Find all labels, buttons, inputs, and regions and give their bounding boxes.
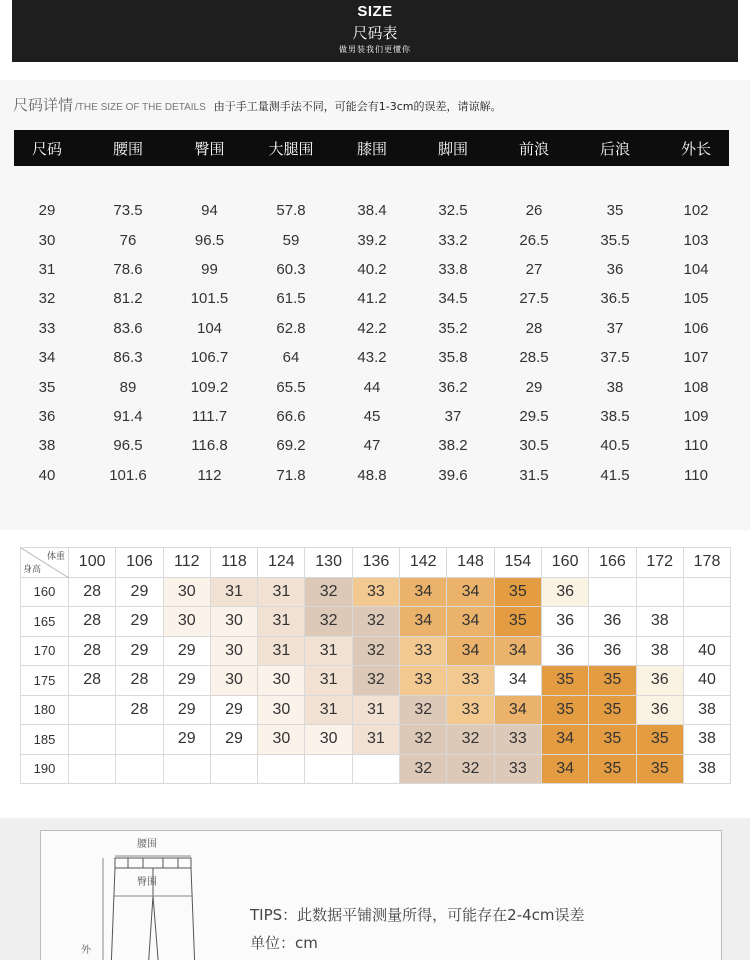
table-cell: 38.2 (438, 437, 468, 455)
table-cell: 102 (683, 202, 709, 220)
size-cell: 28 (69, 577, 116, 607)
size-cell: 35 (589, 666, 636, 696)
pants-diagram-icon (93, 836, 213, 960)
size-cell: 33 (447, 695, 494, 725)
table-cell: 60.3 (276, 260, 306, 278)
table-cell: 65.5 (276, 378, 306, 396)
table-cell: 81.2 (113, 290, 143, 308)
size-cell (305, 754, 352, 784)
size-cell (163, 754, 210, 784)
table-cell: 101.5 (190, 290, 229, 308)
table-cell: 78.6 (113, 260, 143, 278)
size-cell: 32 (352, 636, 399, 666)
header-title-cn: 尺码表 (352, 24, 398, 42)
table-cell: 111.7 (191, 407, 228, 425)
section-title (13, 94, 502, 115)
size-cell (258, 754, 305, 784)
column-header: 腰围 (112, 139, 143, 158)
recommendation-grid (20, 547, 731, 784)
table-cell: 27.5 (519, 290, 549, 308)
weight-header: 166 (589, 548, 636, 578)
table-cell: 69.2 (276, 437, 306, 455)
label-outer: 外 (81, 945, 91, 956)
section-title-en: /THE SIZE OF THE DETAILS (75, 102, 206, 113)
size-cell: 33 (400, 636, 447, 666)
table-cell: 32.5 (438, 202, 468, 220)
size-cell: 38 (636, 636, 683, 666)
size-cell: 28 (116, 666, 163, 696)
corner-weight-label: 体重 (46, 552, 65, 562)
table-cell: 37.5 (600, 349, 630, 367)
table-cell: 106 (683, 319, 709, 337)
table-cell: 89 (119, 378, 137, 396)
size-cell: 36 (541, 607, 588, 637)
size-cell: 34 (447, 636, 494, 666)
grid-row (21, 666, 731, 696)
table-cell: 104 (683, 260, 709, 278)
header-title-en: SIZE (357, 3, 393, 20)
size-cell (69, 754, 116, 784)
table-cell: 62.8 (276, 319, 306, 337)
size-cell: 31 (258, 577, 305, 607)
table-cell: 94 (201, 202, 218, 220)
weight-header: 118 (210, 548, 257, 578)
table-cell: 44 (363, 378, 381, 396)
table-cell: 32 (38, 290, 56, 308)
size-cell: 33 (494, 754, 541, 784)
height-header: 185 (21, 725, 69, 755)
table-cell: 38.4 (357, 202, 387, 220)
column-header: 外长 (680, 139, 711, 158)
size-cell: 38 (636, 607, 683, 637)
weight-header: 142 (400, 548, 447, 578)
size-cell: 28 (69, 607, 116, 637)
size-cell: 33 (494, 725, 541, 755)
grid-corner (21, 548, 69, 578)
table-row (14, 343, 729, 372)
size-cell: 30 (163, 607, 210, 637)
table-cell: 26 (525, 202, 543, 220)
table-cell: 86.3 (113, 349, 143, 367)
table-cell: 76 (119, 231, 137, 249)
header-subtitle: 做男装我们更懂你 (339, 45, 411, 54)
label-hip: 臀围 (137, 877, 157, 888)
height-header: 190 (21, 754, 69, 784)
size-cell: 31 (352, 725, 399, 755)
table-cell: 35 (38, 378, 56, 396)
size-cell: 32 (305, 607, 352, 637)
size-cell: 36 (541, 577, 588, 607)
table-cell: 29.5 (519, 407, 549, 425)
table-cell: 106.7 (190, 349, 229, 367)
size-cell: 35 (541, 666, 588, 696)
table-cell: 45 (363, 407, 381, 425)
tips-text: TIPS：此数据平铺测量所得，可能存在2-4cm误差 (250, 906, 585, 924)
size-cell: 34 (494, 636, 541, 666)
size-cell: 31 (305, 636, 352, 666)
table-cell: 110 (684, 437, 708, 455)
size-cell (210, 754, 257, 784)
size-cell: 35 (494, 607, 541, 637)
size-cell: 32 (400, 725, 447, 755)
size-cell (683, 607, 730, 637)
table-cell: 64 (282, 349, 300, 367)
table-cell: 29 (38, 202, 56, 220)
size-cell (352, 754, 399, 784)
table-row (14, 196, 729, 225)
grid-row (21, 754, 731, 784)
size-cell: 35 (589, 695, 636, 725)
table-cell: 41.5 (600, 466, 630, 484)
table-cell: 61.5 (276, 290, 306, 308)
size-cell: 31 (305, 666, 352, 696)
size-cell: 29 (163, 636, 210, 666)
table-cell: 38 (606, 378, 624, 396)
size-cell (116, 725, 163, 755)
table-cell: 30 (38, 231, 56, 249)
table-cell: 34 (38, 349, 56, 367)
size-cell: 29 (116, 577, 163, 607)
size-cell: 30 (305, 725, 352, 755)
size-cell: 31 (210, 577, 257, 607)
table-cell: 33.8 (438, 260, 468, 278)
size-cell: 40 (683, 636, 730, 666)
table-cell: 43.2 (357, 349, 387, 367)
size-cell: 29 (163, 666, 210, 696)
table-row (14, 225, 729, 254)
table-cell: 33.2 (438, 231, 468, 249)
height-header: 170 (21, 636, 69, 666)
size-cell: 32 (352, 607, 399, 637)
table-cell: 116.8 (191, 437, 228, 455)
size-cell: 29 (210, 725, 257, 755)
table-cell: 30.5 (519, 437, 549, 455)
size-cell: 35 (541, 695, 588, 725)
table-cell: 31.5 (519, 466, 549, 484)
label-waist: 腰围 (137, 839, 157, 850)
size-cell: 32 (400, 754, 447, 784)
section-note: 由于手工量测手法不同，可能会有1-3cm的误差，请谅解。 (213, 100, 502, 113)
table-row (14, 402, 729, 431)
table-cell: 107 (683, 349, 709, 367)
grid-row (21, 577, 731, 607)
size-cell: 36 (589, 607, 636, 637)
size-cell: 34 (541, 754, 588, 784)
table-cell: 57.8 (276, 202, 306, 220)
column-header: 尺码 (31, 139, 62, 158)
corner-height-label: 身高 (23, 564, 42, 575)
table-cell: 112 (197, 466, 222, 484)
weight-header: 112 (163, 548, 210, 578)
size-cell: 29 (163, 725, 210, 755)
table-cell: 105 (683, 290, 709, 308)
size-cell (589, 577, 636, 607)
size-details-section (0, 80, 750, 530)
table-cell: 27 (525, 260, 543, 278)
section-title-cn: 尺码详情 (13, 96, 74, 114)
size-cell: 36 (636, 666, 683, 696)
size-cell: 36 (541, 636, 588, 666)
measurement-frame (40, 830, 722, 960)
table-cell: 26.5 (519, 231, 549, 249)
table-cell: 103 (683, 231, 709, 249)
size-cell: 35 (636, 725, 683, 755)
table-cell: 71.8 (276, 466, 306, 484)
weight-header: 172 (636, 548, 683, 578)
size-header (12, 0, 738, 62)
size-cell: 34 (494, 695, 541, 725)
column-header: 前浪 (518, 139, 549, 158)
size-cell: 31 (305, 695, 352, 725)
size-cell (116, 754, 163, 784)
table-cell: 40 (38, 466, 56, 484)
table-row (14, 314, 729, 343)
weight-header: 130 (305, 548, 352, 578)
size-cell: 30 (210, 666, 257, 696)
table-cell: 35.8 (438, 349, 468, 367)
size-cell: 33 (400, 666, 447, 696)
size-cell: 30 (258, 725, 305, 755)
size-cell: 35 (494, 577, 541, 607)
size-cell: 30 (210, 607, 257, 637)
measurement-section (0, 818, 750, 960)
weight-header: 124 (258, 548, 305, 578)
size-cell: 30 (258, 695, 305, 725)
table-row (14, 284, 729, 313)
size-cell: 29 (210, 695, 257, 725)
size-cell: 34 (447, 607, 494, 637)
table-cell: 42.2 (357, 319, 387, 337)
table-cell: 37 (606, 319, 624, 337)
grid-row (21, 695, 731, 725)
weight-header: 178 (683, 548, 730, 578)
table-cell: 36 (606, 260, 624, 278)
table-cell: 38.5 (600, 407, 630, 425)
table-cell: 109.2 (190, 378, 229, 396)
size-cell: 28 (69, 636, 116, 666)
table-cell: 110 (684, 466, 708, 484)
table-cell: 37 (444, 407, 462, 425)
grid-row (21, 636, 731, 666)
size-cell: 35 (589, 754, 636, 784)
table-cell: 96.5 (194, 231, 225, 249)
table-cell: 28.5 (519, 349, 549, 367)
size-cell (69, 725, 116, 755)
size-cell: 33 (447, 666, 494, 696)
table-cell: 108 (683, 378, 709, 396)
table-cell: 33 (38, 319, 56, 337)
weight-header: 148 (447, 548, 494, 578)
size-cell: 34 (400, 607, 447, 637)
table-cell: 31 (38, 260, 56, 278)
column-header: 脚围 (437, 139, 468, 158)
table-cell: 73.5 (113, 202, 143, 220)
size-cell: 29 (163, 695, 210, 725)
table-cell: 39.2 (357, 231, 387, 249)
table-cell: 47 (363, 437, 381, 455)
table-cell: 40.5 (600, 437, 630, 455)
size-cell: 34 (447, 577, 494, 607)
weight-header: 100 (69, 548, 116, 578)
table-cell: 34.5 (438, 290, 468, 308)
size-cell: 31 (352, 695, 399, 725)
height-header: 175 (21, 666, 69, 696)
weight-header: 154 (494, 548, 541, 578)
size-cell: 38 (683, 725, 730, 755)
column-header: 大腿围 (268, 139, 314, 158)
grid-row (21, 607, 731, 637)
weight-header: 160 (541, 548, 588, 578)
table-cell: 29 (525, 378, 543, 396)
table-cell: 35 (606, 202, 624, 220)
table-row (14, 372, 729, 401)
table-cell: 39.6 (438, 466, 468, 484)
table-cell: 104 (196, 319, 223, 337)
table-cell: 35.2 (438, 319, 468, 337)
table-cell: 48.8 (357, 466, 387, 484)
size-cell: 32 (447, 725, 494, 755)
table-row (14, 255, 729, 284)
size-cell: 36 (589, 636, 636, 666)
table-cell: 109 (683, 407, 709, 425)
size-cell: 32 (447, 754, 494, 784)
table-cell: 38 (38, 437, 56, 455)
size-cell: 30 (210, 636, 257, 666)
table-cell: 59 (282, 231, 300, 249)
height-header: 160 (21, 577, 69, 607)
size-cell: 34 (541, 725, 588, 755)
size-cell: 34 (400, 577, 447, 607)
size-cell: 29 (116, 636, 163, 666)
size-table-header (14, 130, 729, 166)
size-cell: 35 (589, 725, 636, 755)
table-cell: 40.2 (357, 260, 387, 278)
table-cell: 99 (201, 260, 218, 278)
height-header: 180 (21, 695, 69, 725)
size-cell (636, 577, 683, 607)
table-cell: 36.2 (438, 378, 468, 396)
unit-text: 单位：cm (250, 934, 318, 952)
size-cell: 35 (636, 754, 683, 784)
size-cell: 34 (494, 666, 541, 696)
column-header: 臀围 (194, 139, 225, 158)
height-header: 165 (21, 607, 69, 637)
table-cell: 41.2 (357, 290, 387, 308)
grid-header-row (21, 548, 731, 578)
size-cell: 36 (636, 695, 683, 725)
table-cell: 36 (38, 407, 56, 425)
weight-header: 136 (352, 548, 399, 578)
table-cell: 35.5 (600, 231, 630, 249)
size-cell: 32 (305, 577, 352, 607)
table-cell: 36.5 (600, 290, 630, 308)
table-cell: 96.5 (113, 437, 143, 455)
size-cell: 29 (116, 607, 163, 637)
table-row (14, 461, 729, 490)
size-cell: 40 (683, 666, 730, 696)
size-cell: 31 (258, 607, 305, 637)
size-cell: 38 (683, 754, 730, 784)
size-cell: 33 (352, 577, 399, 607)
size-cell: 32 (352, 666, 399, 696)
size-cell: 31 (258, 636, 305, 666)
size-cell (683, 577, 730, 607)
size-cell: 28 (116, 695, 163, 725)
table-cell: 66.6 (276, 407, 306, 425)
size-table-body (14, 196, 729, 490)
size-cell: 28 (69, 666, 116, 696)
table-cell: 91.4 (113, 407, 143, 425)
table-cell: 83.6 (113, 319, 143, 337)
table-row (14, 431, 729, 460)
table-cell: 101.6 (109, 466, 147, 484)
size-cell: 30 (258, 666, 305, 696)
column-header: 膝围 (356, 139, 387, 158)
grid-row (21, 725, 731, 755)
column-header: 后浪 (599, 139, 630, 158)
weight-header: 106 (116, 548, 163, 578)
size-cell: 30 (163, 577, 210, 607)
size-cell (69, 695, 116, 725)
size-cell: 32 (400, 695, 447, 725)
table-cell: 28 (525, 319, 543, 337)
size-cell: 38 (683, 695, 730, 725)
